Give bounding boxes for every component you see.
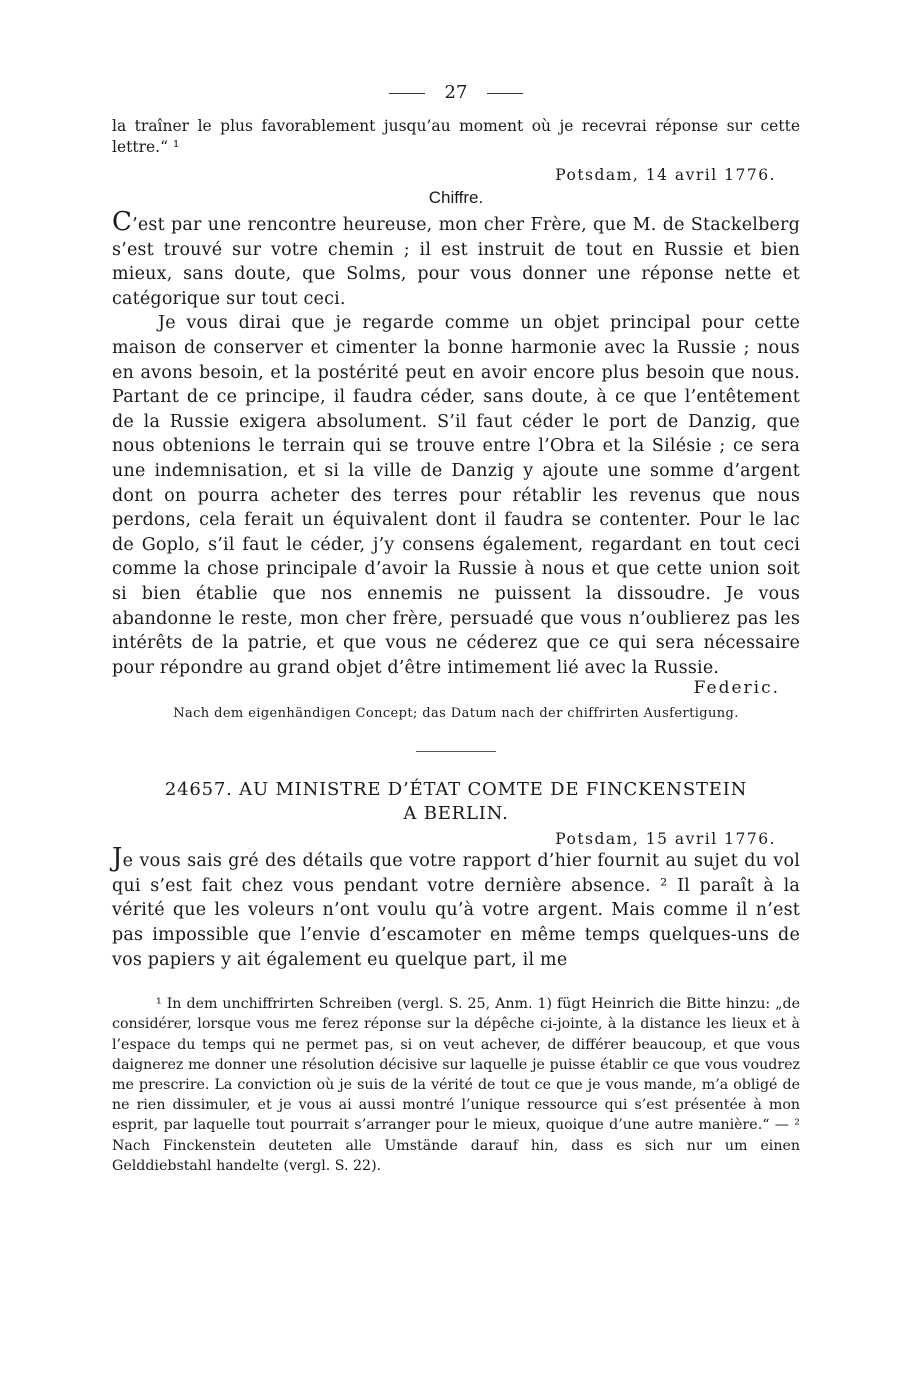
carry-over-text: la traîner le plus favorablement jusqu’au moment où je recevrai réponse sur cette lettre.“ ¹ [112, 117, 800, 156]
document-page [112, 82, 800, 1176]
letter2-body [112, 843, 800, 972]
header-dash-right [487, 93, 523, 94]
letter1-dropcap: C [112, 207, 133, 237]
letter1-paragraph-1 [112, 207, 800, 311]
letter2-dateline: Potsdam, 15 avril 1776. [555, 830, 776, 849]
letter2-heading-line1: AU MINISTRE D’ÉTAT COMTE DE FINCKENSTEIN [239, 779, 748, 801]
header-dash-left [389, 93, 425, 94]
letter2-paragraph-1 [112, 843, 800, 972]
page-number: 27 [444, 82, 468, 103]
letter2-dropcap: J [112, 843, 123, 874]
letter2-heading-line2: A BERLIN. [403, 803, 509, 825]
letter1-dateline: Potsdam, 14 avril 1776. [555, 166, 776, 184]
letter1-label: Chiffre. [428, 188, 484, 207]
letter1-source-note: Nach dem eigenhändigen Concept; das Datum nach der chiffrirten Ausfertigung. [173, 706, 739, 722]
footnote-text: ¹ In dem unchiffrirten Schreiben (vergl. S. 25, Anm. 1) fügt Heinrich die Bitte hinzu: „de considérer, lorsque vous me ferez réponse sur la dépêche ci-jointe, à la distance les lieux et à l’espace du temps qui ne permet pas, si on veut achever, de différer beaucoup, et que vous daignerez me donner une résolution décisive sur laquelle je puisse établir ce que vous voudrez me prescrire. La conviction où je suis de la vérité de tout ce que je vous mande, m’a obligé de ne rien dissimuler, et je vous ai aussi montré l’unique ressource qui s’est présentée à mon esprit, par laquelle tout pourrait s’arranger pour le mieux, quoique d’une autre manière.“ — ² Nach Finckenstein deuteten alle Umstände darauf hin, dass es sich nur um einen Gelddiebstahl handelte (vergl. S. 22). [112, 996, 800, 1174]
letter1-signature: Federic. [693, 678, 780, 699]
letter2-paragraph-1-text: e vous sais gré des détails que votre rapport d’hier fournit au sujet du vol qui s’est fait chez vous pendant votre dernière absence. ² Il paraît à la vérité que les voleurs n’ont voulu qu’à votre argent. Mais comme il n’est pas impossible que l’envie d’escamoter en même temps quelques-uns de vos papiers y ait également eu quelque part, il me [112, 851, 800, 970]
letter1-paragraph-1-text: ’est par une rencontre heureuse, mon cher Frère, que M. de Stackelberg s’est trouvé sur votre chemin ; il est instruit de tout en Russie et bien mieux, sans doute, que Solms, pour vous donner une réponse nette et catégorique sur tout ceci. [112, 215, 800, 309]
section-divider [416, 751, 496, 752]
footnotes [112, 994, 800, 1176]
letter2-heading [112, 778, 800, 826]
letter2-number: 24657. [164, 779, 233, 801]
page-header [112, 82, 800, 106]
letter1-paragraph-2: Je vous dirai que je regarde comme un objet principal pour cette maison de conserver et cimenter la bonne harmonie avec la Russie ; nous en avons besoin, et la postérité peut en avoir encore plus besoin que nous. Partant de ce principe, il faudra céder, sans doute, à ce que l’entêtement de la Russie exigera absolument. S’il faut céder le port de Danzig, que nous obtenions le terrain qui se trouve entre l’Obra et la Silésie ; ce sera une indemnisation, et si la ville de Danzig y ajoute une somme d’argent dont on pourra acheter des terres pour rétablir les revenus que nous perdons, cela ferait un équivalent dont il faudra se contenter. Pour le lac de Goplo, s’il faut le céder, j’y consens également, regardant en tout ceci comme la chose principale d’avoir la Russie à nous et que cette union soit si bien établie que nos ennemis ne puissent la dissoudre. Je vous abandonne le reste, mon cher frère, persuadé que vous n’oublierez pas les intérêts de la patrie, et que vous ne céderez que ce qui sera nécessaire pour répondre au grand objet d’être intimement lié avec la Russie. [112, 313, 800, 678]
letter1-body [112, 207, 800, 680]
